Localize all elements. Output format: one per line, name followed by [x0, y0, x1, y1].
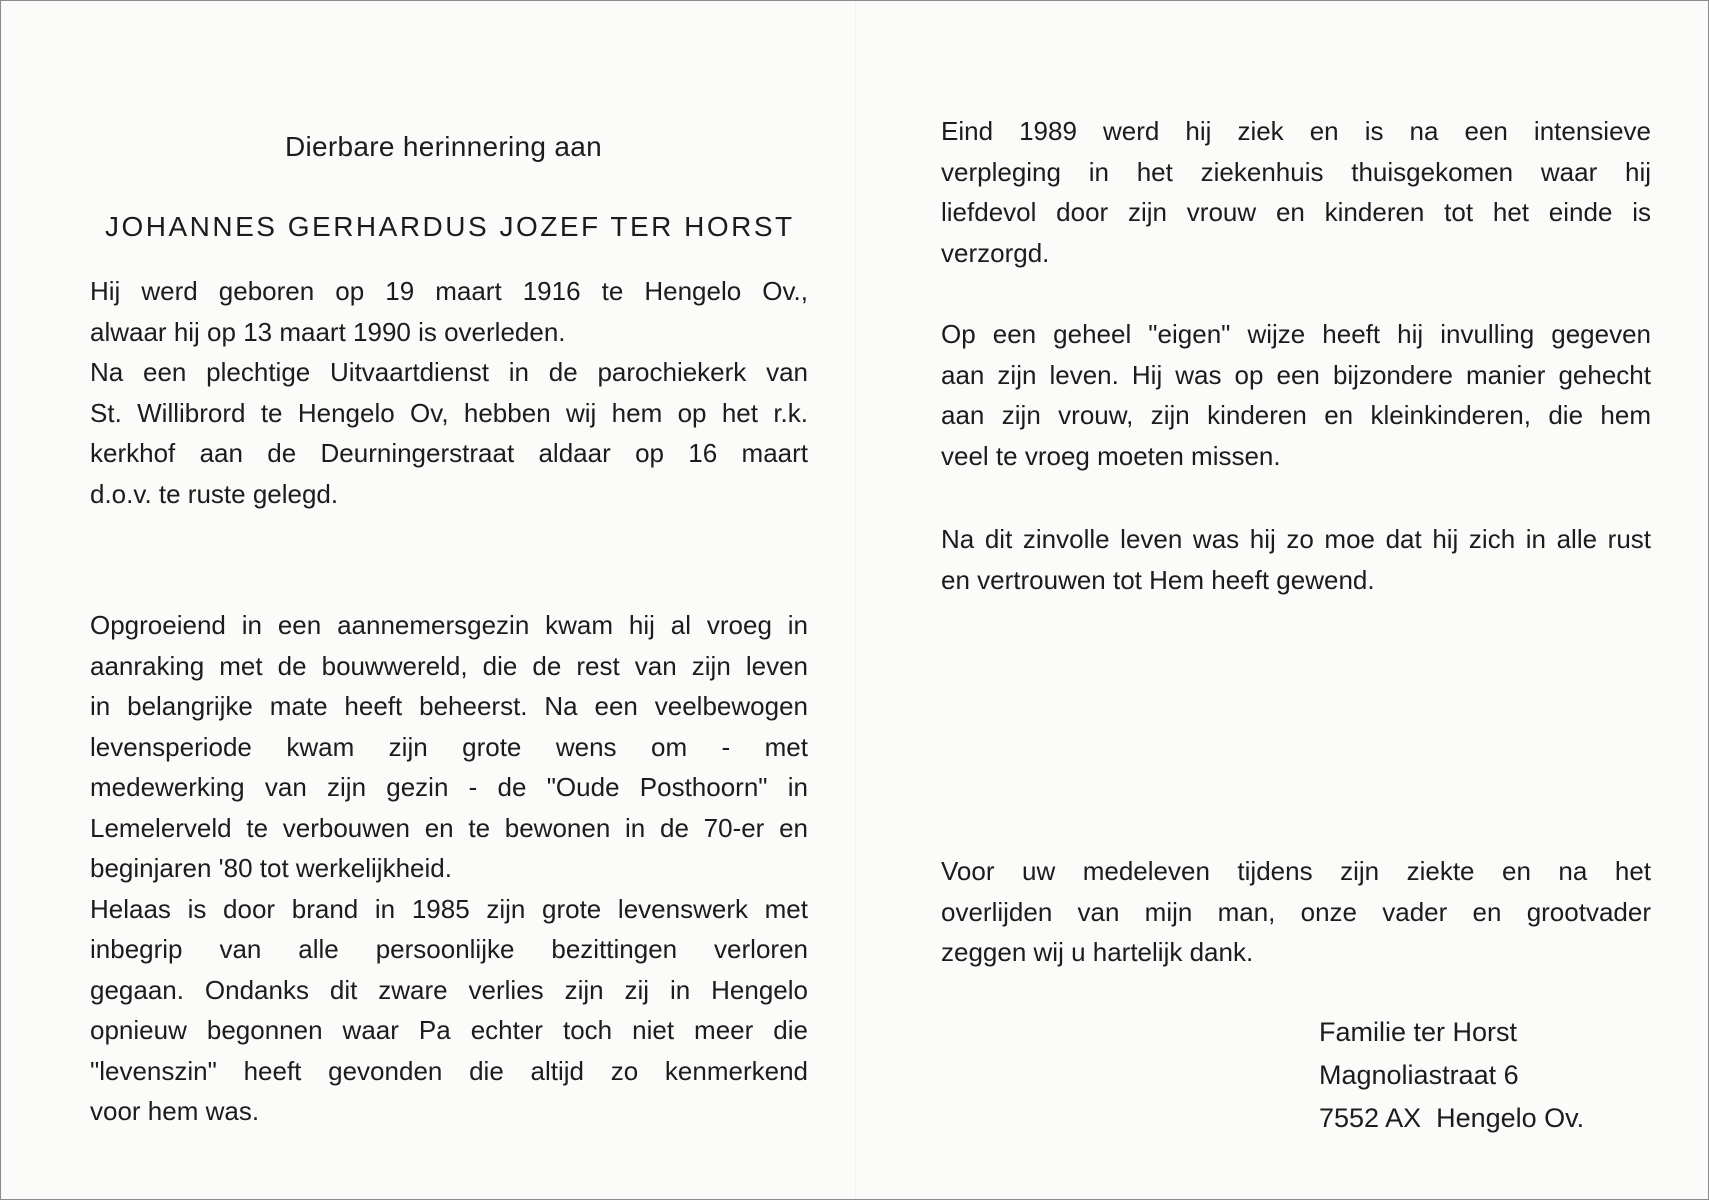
text-line: aan zijn vrouw, zijn kinderen en kleinkinderen, die hem	[941, 400, 1651, 430]
postal-city: 7552 AX Hengelo Ov.	[1319, 1103, 1585, 1133]
text-line: beginjaren '80 tot werkelijkheid.	[90, 853, 452, 883]
life-story-paragraph	[90, 605, 808, 1132]
thanks-paragraph	[941, 851, 1651, 973]
text-line: Na dit zinvolle leven was hij zo moe dat hij zich in alle rust	[941, 524, 1651, 554]
text-line: voor hem was.	[90, 1096, 260, 1126]
text-line: verzorgd.	[941, 237, 1050, 268]
text-line: Helaas is door brand in 1985 zijn grote levenswerk met	[90, 893, 808, 924]
text-line: Hij werd geboren op 19 maart 1916 te Hengelo Ov.,	[90, 276, 808, 306]
text-line: en vertrouwen tot Hem heeft gewend.	[941, 564, 1375, 595]
illness-paragraph	[941, 111, 1651, 273]
family-name: Familie ter Horst	[1319, 1017, 1518, 1047]
text-line: alwaar hij op 13 maart 1990 is overleden.	[90, 316, 566, 347]
text-line: verpleging in het ziekenhuis thuisgekomen waar hij	[941, 156, 1651, 187]
text-line: "levenszin" heeft gevonden die altijd zo kenmerkend	[90, 1055, 808, 1086]
text-line: aan zijn leven. Hij was op een bijzondere manier gehecht	[941, 359, 1651, 390]
text-line: Eind 1989 werd hij ziek en is na een intensieve	[941, 116, 1651, 146]
birth-death-paragraph	[90, 271, 808, 514]
street-address: Magnoliastraat 6	[1319, 1060, 1519, 1090]
text-line: Opgroeiend in een aannemersgezin kwam hij al vroeg in	[90, 610, 808, 640]
text-line: overlijden van mijn man, onze vader en grootvader	[941, 896, 1651, 927]
deceased-name: JOHANNES GERHARDUS JOZEF TER HORST	[105, 211, 795, 242]
card-heading: Dierbare herinnering aan	[285, 131, 602, 162]
card-fold-line	[855, 1, 856, 1199]
rest-paragraph	[941, 519, 1651, 600]
text-line: veel te vroeg moeten missen.	[941, 440, 1281, 471]
text-line: Op een geheel "eigen" wijze heeft hij invulling gegeven	[941, 319, 1651, 349]
text-line: d.o.v. te ruste gelegd.	[90, 478, 339, 509]
text-line: gegaan. Ondanks dit zware verlies zijn zij in Hengelo	[90, 974, 808, 1005]
text-line: Na een plechtige Uitvaartdienst in de parochiekerk van	[90, 357, 808, 387]
text-line: Lemelerveld te verbouwen en te bewonen in de 70-er en	[90, 812, 808, 843]
own-way-paragraph	[941, 314, 1651, 476]
text-line: Voor uw medeleven tijdens zijn ziekte en na het	[941, 856, 1651, 886]
text-line: kerkhof aan de Deurningerstraat aldaar op 16 maart	[90, 438, 808, 468]
family-signature	[1319, 1011, 1584, 1140]
text-line: aanraking met de bouwwereld, die de rest van zijn leven	[90, 650, 808, 681]
text-line: levensperiode kwam zijn grote wens om - met	[90, 731, 808, 762]
text-line: zeggen wij u hartelijk dank.	[941, 937, 1254, 967]
text-line: opnieuw begonnen waar Pa echter toch niet meer die	[90, 1015, 808, 1045]
text-line: inbegrip van alle persoonlijke bezittingen verloren	[90, 934, 808, 964]
text-line: St. Willibrord te Hengelo Ov, hebben wij hem op het r.k.	[90, 397, 808, 428]
text-line: in belangrijke mate heeft beheerst. Na een veelbewogen	[90, 691, 808, 721]
text-line: medewerking van zijn gezin - de "Oude Posthoorn" in	[90, 772, 808, 802]
text-line: liefdevol door zijn vrouw en kinderen tot het einde is	[941, 197, 1651, 227]
